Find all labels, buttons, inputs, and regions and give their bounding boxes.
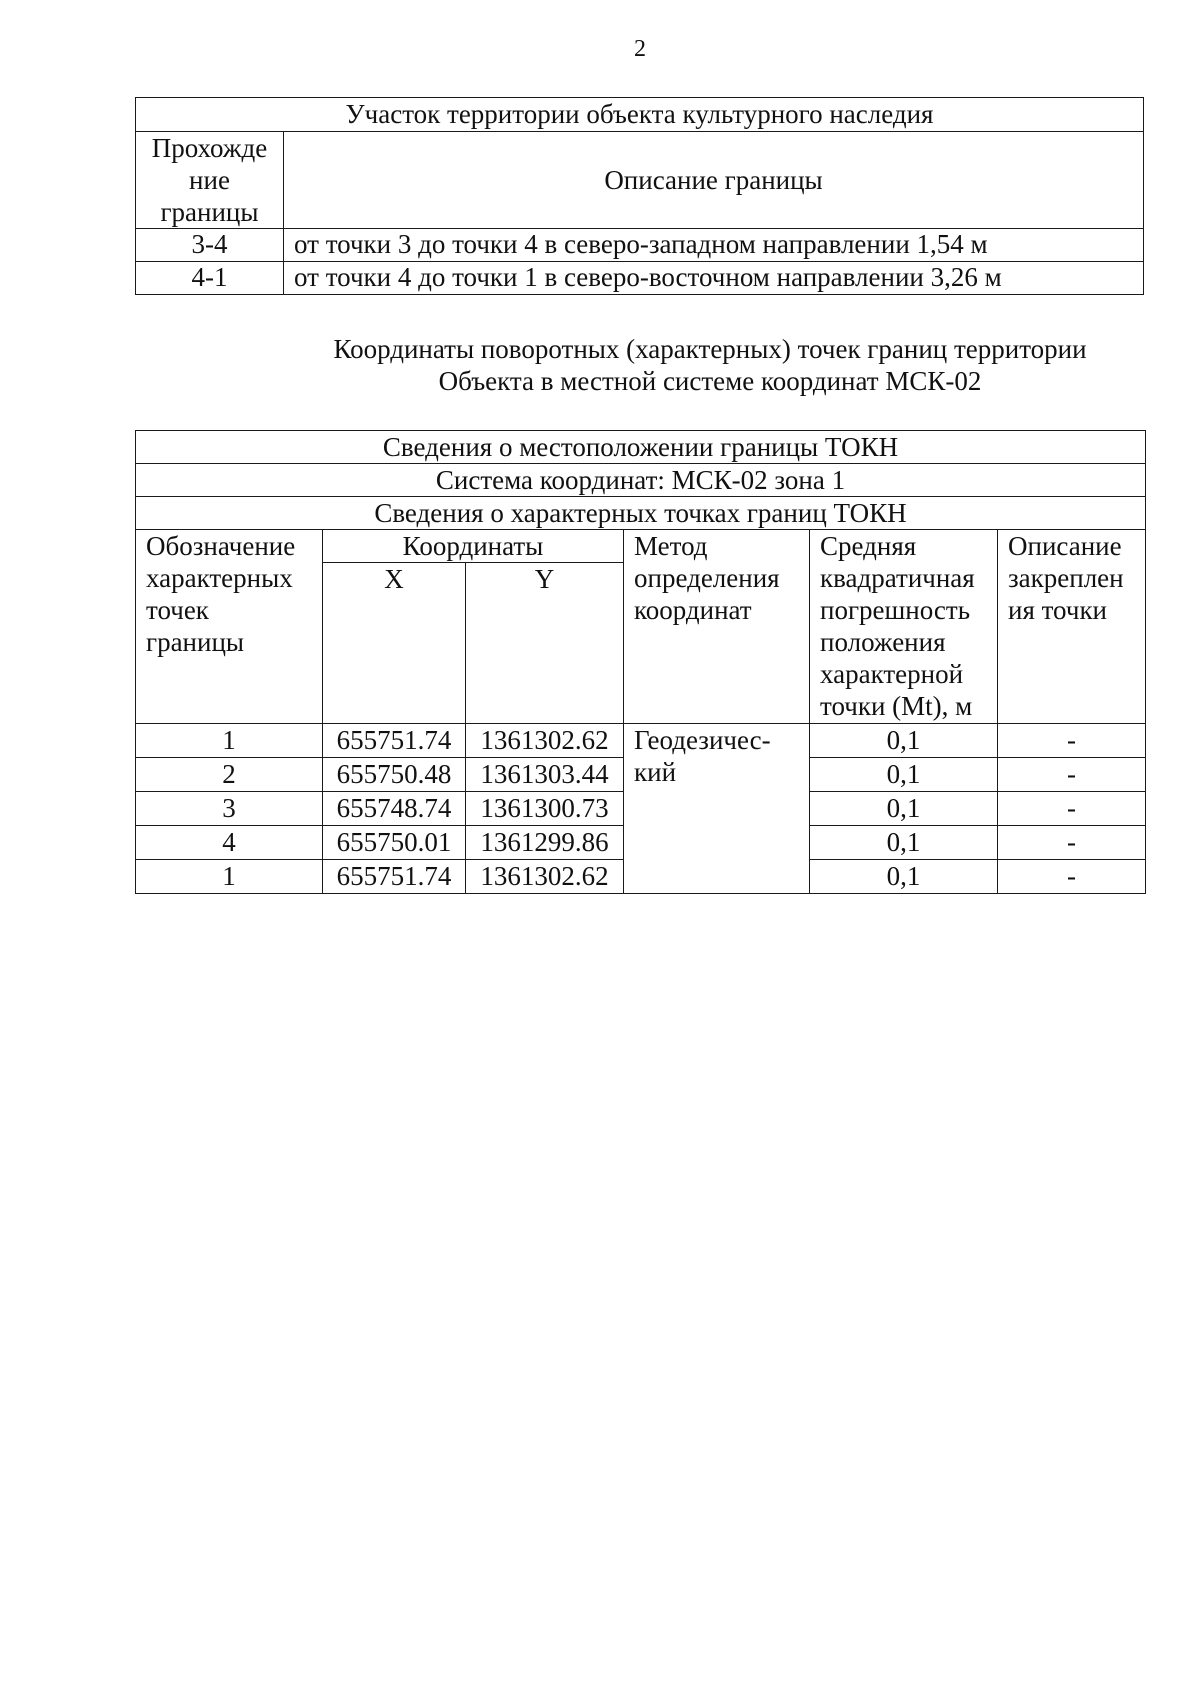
fixing-cell: - bbox=[998, 758, 1146, 792]
segment-description-cell: от точки 3 до точки 4 в северо-западном направлении 1,54 м bbox=[284, 229, 1144, 262]
coords-col-point: Обозначение характерных точек границы bbox=[136, 530, 323, 724]
boundary-col-description: Описание границы bbox=[284, 132, 1144, 229]
x-cell: 655750.48 bbox=[323, 758, 466, 792]
error-cell: 0,1 bbox=[810, 792, 998, 826]
table-row bbox=[136, 262, 1144, 295]
x-cell: 655751.74 bbox=[323, 724, 466, 758]
error-cell: 0,1 bbox=[810, 826, 998, 860]
y-cell: 1361300.73 bbox=[466, 792, 624, 826]
heading-line-1: Координаты поворотных (характерных) точек границ территории bbox=[333, 334, 1087, 364]
point-cell: 2 bbox=[136, 758, 323, 792]
x-cell: 655751.74 bbox=[323, 860, 466, 894]
table-row bbox=[136, 724, 1146, 758]
point-cell: 1 bbox=[136, 724, 323, 758]
coords-band-points: Сведения о характерных точках границ ТОКН bbox=[136, 497, 1146, 530]
point-cell: 3 bbox=[136, 792, 323, 826]
method-cell: Геодезичес- кий bbox=[624, 724, 810, 894]
coords-col-error: Средняя квадратичная погрешность положения характерной точки (Mt), м bbox=[810, 530, 998, 724]
point-cell: 4 bbox=[136, 826, 323, 860]
x-cell: 655748.74 bbox=[323, 792, 466, 826]
heading-line-2: Объекта в местной системе координат МСК-02 bbox=[438, 366, 982, 396]
table-row bbox=[136, 229, 1144, 262]
segment-cell: 4-1 bbox=[136, 262, 284, 295]
boundary-table-title: Участок территории объекта культурного наследия bbox=[136, 98, 1144, 132]
error-cell: 0,1 bbox=[810, 724, 998, 758]
page-number: 2 bbox=[634, 36, 646, 62]
boundary-table bbox=[135, 97, 1144, 295]
coords-col-method: Метод определения координат bbox=[624, 530, 810, 724]
point-cell: 1 bbox=[136, 860, 323, 894]
boundary-col-passage: Прохожде ние границы bbox=[136, 132, 284, 229]
coords-col-x: X bbox=[323, 563, 466, 724]
segment-cell: 3-4 bbox=[136, 229, 284, 262]
segment-description-cell: от точки 4 до точки 1 в северо-восточном направлении 3,26 м bbox=[284, 262, 1144, 295]
y-cell: 1361302.62 bbox=[466, 724, 624, 758]
x-cell: 655750.01 bbox=[323, 826, 466, 860]
y-cell: 1361299.86 bbox=[466, 826, 624, 860]
coordinates-heading bbox=[135, 333, 1200, 397]
coords-col-coordinates: Координаты bbox=[323, 530, 624, 563]
coordinates-table bbox=[135, 430, 1146, 894]
fixing-cell: - bbox=[998, 826, 1146, 860]
coords-band-system: Система координат: МСК-02 зона 1 bbox=[136, 464, 1146, 497]
y-cell: 1361302.62 bbox=[466, 860, 624, 894]
coords-col-y: Y bbox=[466, 563, 624, 724]
coords-band-location: Сведения о местоположении границы ТОКН bbox=[136, 431, 1146, 464]
y-cell: 1361303.44 bbox=[466, 758, 624, 792]
error-cell: 0,1 bbox=[810, 758, 998, 792]
error-cell: 0,1 bbox=[810, 860, 998, 894]
fixing-cell: - bbox=[998, 792, 1146, 826]
fixing-cell: - bbox=[998, 860, 1146, 894]
coords-col-fixing: Описание закреплен ия точки bbox=[998, 530, 1146, 724]
fixing-cell: - bbox=[998, 724, 1146, 758]
